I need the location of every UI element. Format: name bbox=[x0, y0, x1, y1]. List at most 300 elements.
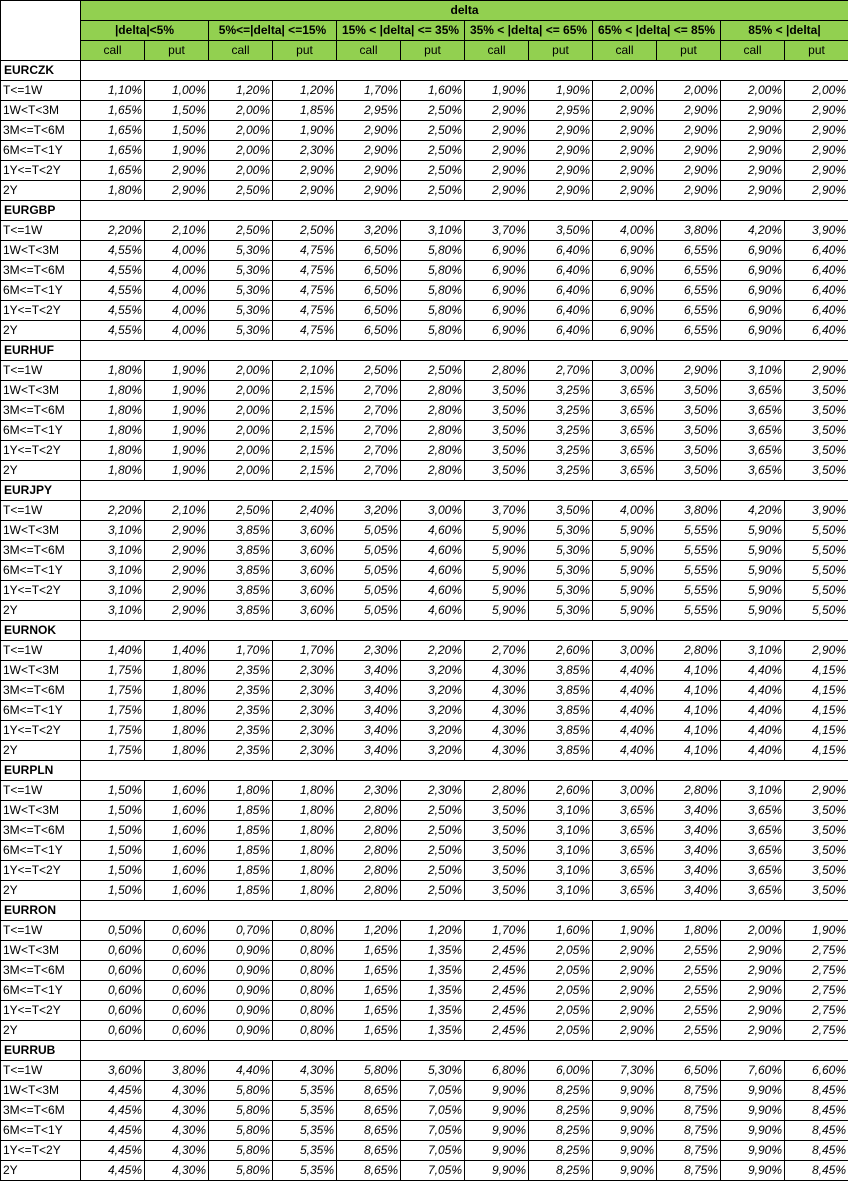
put-value-cell[interactable]: 3,50% bbox=[785, 461, 848, 481]
call-value-cell[interactable]: 2,90% bbox=[337, 161, 401, 181]
put-value-cell[interactable]: 3,60% bbox=[273, 541, 337, 561]
put-value-cell[interactable]: 3,80% bbox=[657, 501, 721, 521]
delta-group-header[interactable]: delta bbox=[81, 1, 848, 21]
put-value-cell[interactable]: 4,75% bbox=[273, 241, 337, 261]
call-value-cell[interactable]: 4,40% bbox=[721, 681, 785, 701]
call-value-cell[interactable]: 2,00% bbox=[209, 401, 273, 421]
put-value-cell[interactable]: 2,15% bbox=[273, 421, 337, 441]
put-value-cell[interactable]: 2,90% bbox=[785, 141, 848, 161]
band-header[interactable]: 65% < |delta| <= 85% bbox=[593, 21, 721, 41]
put-value-cell[interactable]: 2,50% bbox=[401, 801, 465, 821]
tenor-label[interactable]: 3M<=T<6M bbox=[1, 961, 81, 981]
put-value-cell[interactable]: 4,60% bbox=[401, 581, 465, 601]
call-value-cell[interactable]: 3,65% bbox=[593, 861, 657, 881]
put-value-cell[interactable]: 1,85% bbox=[273, 101, 337, 121]
put-value-cell[interactable]: 2,90% bbox=[145, 581, 209, 601]
tenor-label[interactable]: 6M<=T<1Y bbox=[1, 281, 81, 301]
put-value-cell[interactable]: 4,10% bbox=[657, 721, 721, 741]
call-value-cell[interactable]: 2,00% bbox=[209, 121, 273, 141]
call-value-cell[interactable]: 3,65% bbox=[721, 441, 785, 461]
put-value-cell[interactable]: 3,50% bbox=[785, 421, 848, 441]
call-value-cell[interactable]: 1,65% bbox=[81, 121, 145, 141]
call-value-cell[interactable]: 3,10% bbox=[81, 561, 145, 581]
call-value-cell[interactable]: 3,10% bbox=[81, 541, 145, 561]
call-value-cell[interactable]: 3,00% bbox=[593, 781, 657, 801]
put-value-cell[interactable]: 2,15% bbox=[273, 461, 337, 481]
call-value-cell[interactable]: 2,90% bbox=[465, 121, 529, 141]
put-value-cell[interactable]: 8,45% bbox=[785, 1101, 848, 1121]
call-value-cell[interactable]: 4,40% bbox=[721, 741, 785, 761]
call-value-cell[interactable]: 9,90% bbox=[465, 1141, 529, 1161]
put-value-cell[interactable]: 7,05% bbox=[401, 1141, 465, 1161]
call-value-cell[interactable]: 3,65% bbox=[721, 821, 785, 841]
call-value-cell[interactable]: 4,55% bbox=[81, 301, 145, 321]
put-value-cell[interactable]: 3,50% bbox=[785, 401, 848, 421]
call-value-cell[interactable]: 3,50% bbox=[465, 841, 529, 861]
put-value-cell[interactable]: 1,90% bbox=[145, 401, 209, 421]
call-value-cell[interactable]: 1,65% bbox=[337, 1021, 401, 1041]
put-value-cell[interactable]: 2,50% bbox=[401, 841, 465, 861]
call-value-cell[interactable]: 2,30% bbox=[337, 641, 401, 661]
put-value-cell[interactable]: 3,60% bbox=[273, 521, 337, 541]
put-value-cell[interactable]: 4,10% bbox=[657, 701, 721, 721]
section-empty-cell[interactable] bbox=[81, 341, 848, 361]
call-value-cell[interactable]: 1,70% bbox=[209, 641, 273, 661]
call-value-cell[interactable]: 2,90% bbox=[337, 121, 401, 141]
call-value-cell[interactable]: 9,90% bbox=[593, 1161, 657, 1181]
put-value-cell[interactable]: 2,80% bbox=[401, 461, 465, 481]
call-value-cell[interactable]: 1,85% bbox=[209, 881, 273, 901]
call-value-cell[interactable]: 5,90% bbox=[465, 541, 529, 561]
call-value-cell[interactable]: 2,70% bbox=[337, 441, 401, 461]
call-value-cell[interactable]: 9,90% bbox=[721, 1081, 785, 1101]
put-value-cell[interactable]: 3,90% bbox=[785, 501, 848, 521]
call-value-cell[interactable]: 4,30% bbox=[465, 661, 529, 681]
put-value-cell[interactable]: 0,60% bbox=[145, 1001, 209, 1021]
put-value-cell[interactable]: 5,35% bbox=[273, 1081, 337, 1101]
call-value-cell[interactable]: 5,90% bbox=[593, 541, 657, 561]
put-value-cell[interactable]: 8,25% bbox=[529, 1101, 593, 1121]
call-value-cell[interactable]: 6,90% bbox=[593, 241, 657, 261]
call-value-cell[interactable]: 2,90% bbox=[593, 121, 657, 141]
put-value-cell[interactable]: 2,80% bbox=[657, 641, 721, 661]
section-empty-cell[interactable] bbox=[81, 1041, 848, 1061]
put-value-cell[interactable]: 2,75% bbox=[785, 1021, 848, 1041]
put-value-cell[interactable]: 2,10% bbox=[273, 361, 337, 381]
put-value-cell[interactable]: 1,80% bbox=[273, 841, 337, 861]
put-value-cell[interactable]: 3,50% bbox=[785, 441, 848, 461]
put-value-cell[interactable]: 1,35% bbox=[401, 961, 465, 981]
call-value-cell[interactable]: 3,85% bbox=[209, 561, 273, 581]
call-value-cell[interactable]: 3,20% bbox=[337, 501, 401, 521]
put-header[interactable]: put bbox=[401, 41, 465, 61]
put-value-cell[interactable]: 3,60% bbox=[273, 581, 337, 601]
put-value-cell[interactable]: 8,45% bbox=[785, 1161, 848, 1181]
call-value-cell[interactable]: 3,00% bbox=[593, 361, 657, 381]
put-value-cell[interactable]: 4,60% bbox=[401, 561, 465, 581]
call-value-cell[interactable]: 2,90% bbox=[337, 141, 401, 161]
call-value-cell[interactable]: 9,90% bbox=[593, 1081, 657, 1101]
call-value-cell[interactable]: 1,50% bbox=[81, 821, 145, 841]
put-value-cell[interactable]: 5,80% bbox=[401, 321, 465, 341]
put-value-cell[interactable]: 1,35% bbox=[401, 981, 465, 1001]
tenor-label[interactable]: 3M<=T<6M bbox=[1, 821, 81, 841]
call-value-cell[interactable]: 1,80% bbox=[81, 401, 145, 421]
call-value-cell[interactable]: 1,80% bbox=[81, 441, 145, 461]
put-value-cell[interactable]: 3,20% bbox=[401, 721, 465, 741]
put-value-cell[interactable]: 3,50% bbox=[657, 461, 721, 481]
call-value-cell[interactable]: 2,90% bbox=[465, 161, 529, 181]
put-value-cell[interactable]: 2,90% bbox=[529, 141, 593, 161]
section-empty-cell[interactable] bbox=[81, 201, 848, 221]
tenor-label[interactable]: 1W<T<3M bbox=[1, 801, 81, 821]
put-value-cell[interactable]: 2,05% bbox=[529, 1021, 593, 1041]
put-value-cell[interactable]: 3,85% bbox=[529, 721, 593, 741]
call-value-cell[interactable]: 3,50% bbox=[465, 401, 529, 421]
call-value-cell[interactable]: 2,90% bbox=[593, 961, 657, 981]
call-value-cell[interactable]: 2,90% bbox=[465, 181, 529, 201]
put-value-cell[interactable]: 5,30% bbox=[529, 521, 593, 541]
band-header[interactable]: 5%<=|delta| <=15% bbox=[209, 21, 337, 41]
put-value-cell[interactable]: 2,00% bbox=[657, 81, 721, 101]
put-value-cell[interactable]: 4,60% bbox=[401, 601, 465, 621]
call-value-cell[interactable]: 1,75% bbox=[81, 681, 145, 701]
call-value-cell[interactable]: 2,80% bbox=[337, 801, 401, 821]
put-header[interactable]: put bbox=[273, 41, 337, 61]
currency-pair-label[interactable]: EURRON bbox=[1, 901, 81, 921]
put-value-cell[interactable]: 5,55% bbox=[657, 521, 721, 541]
call-header[interactable]: call bbox=[593, 41, 657, 61]
put-value-cell[interactable]: 1,60% bbox=[145, 881, 209, 901]
call-value-cell[interactable]: 1,65% bbox=[81, 161, 145, 181]
put-value-cell[interactable]: 2,60% bbox=[529, 781, 593, 801]
call-value-cell[interactable]: 5,80% bbox=[209, 1121, 273, 1141]
put-value-cell[interactable]: 3,10% bbox=[529, 821, 593, 841]
call-value-cell[interactable]: 3,65% bbox=[721, 421, 785, 441]
put-value-cell[interactable]: 7,05% bbox=[401, 1081, 465, 1101]
call-value-cell[interactable]: 5,90% bbox=[465, 561, 529, 581]
call-value-cell[interactable]: 4,40% bbox=[721, 701, 785, 721]
call-value-cell[interactable]: 2,45% bbox=[465, 1001, 529, 1021]
put-value-cell[interactable]: 3,10% bbox=[529, 881, 593, 901]
put-value-cell[interactable]: 1,80% bbox=[657, 921, 721, 941]
put-value-cell[interactable]: 6,40% bbox=[785, 241, 848, 261]
call-value-cell[interactable]: 2,90% bbox=[337, 181, 401, 201]
put-value-cell[interactable]: 4,10% bbox=[657, 681, 721, 701]
put-value-cell[interactable]: 1,90% bbox=[145, 141, 209, 161]
call-value-cell[interactable]: 3,65% bbox=[593, 821, 657, 841]
put-value-cell[interactable]: 6,55% bbox=[657, 241, 721, 261]
put-value-cell[interactable]: 1,90% bbox=[529, 81, 593, 101]
put-value-cell[interactable]: 3,50% bbox=[529, 501, 593, 521]
call-value-cell[interactable]: 2,90% bbox=[721, 141, 785, 161]
put-value-cell[interactable]: 1,35% bbox=[401, 1021, 465, 1041]
put-value-cell[interactable]: 4,15% bbox=[785, 661, 848, 681]
call-value-cell[interactable]: 2,90% bbox=[593, 101, 657, 121]
put-value-cell[interactable]: 2,50% bbox=[401, 101, 465, 121]
call-value-cell[interactable]: 3,65% bbox=[593, 381, 657, 401]
call-value-cell[interactable]: 1,50% bbox=[81, 781, 145, 801]
put-value-cell[interactable]: 5,30% bbox=[529, 541, 593, 561]
put-value-cell[interactable]: 3,10% bbox=[401, 221, 465, 241]
put-value-cell[interactable]: 2,90% bbox=[657, 121, 721, 141]
put-value-cell[interactable]: 1,80% bbox=[145, 681, 209, 701]
put-value-cell[interactable]: 1,20% bbox=[273, 81, 337, 101]
call-value-cell[interactable]: 1,70% bbox=[465, 921, 529, 941]
put-value-cell[interactable]: 2,50% bbox=[401, 181, 465, 201]
put-value-cell[interactable]: 8,75% bbox=[657, 1121, 721, 1141]
call-value-cell[interactable]: 3,65% bbox=[721, 841, 785, 861]
put-value-cell[interactable]: 2,90% bbox=[529, 181, 593, 201]
put-value-cell[interactable]: 0,60% bbox=[145, 921, 209, 941]
call-value-cell[interactable]: 3,65% bbox=[721, 401, 785, 421]
tenor-label[interactable]: 2Y bbox=[1, 881, 81, 901]
call-value-cell[interactable]: 7,60% bbox=[721, 1061, 785, 1081]
put-value-cell[interactable]: 2,60% bbox=[529, 641, 593, 661]
tenor-label[interactable]: 6M<=T<1Y bbox=[1, 701, 81, 721]
tenor-label[interactable]: 1W<T<3M bbox=[1, 381, 81, 401]
put-value-cell[interactable]: 7,05% bbox=[401, 1121, 465, 1141]
put-value-cell[interactable]: 6,50% bbox=[657, 1061, 721, 1081]
call-value-cell[interactable]: 2,80% bbox=[465, 361, 529, 381]
put-value-cell[interactable]: 3,25% bbox=[529, 401, 593, 421]
call-value-cell[interactable]: 4,45% bbox=[81, 1081, 145, 1101]
tenor-label[interactable]: 1Y<=T<2Y bbox=[1, 441, 81, 461]
call-value-cell[interactable]: 6,90% bbox=[721, 321, 785, 341]
call-value-cell[interactable]: 1,20% bbox=[337, 921, 401, 941]
call-header[interactable]: call bbox=[465, 41, 529, 61]
put-value-cell[interactable]: 2,80% bbox=[401, 401, 465, 421]
put-value-cell[interactable]: 2,90% bbox=[785, 361, 848, 381]
put-value-cell[interactable]: 3,50% bbox=[785, 381, 848, 401]
call-value-cell[interactable]: 1,50% bbox=[81, 801, 145, 821]
put-value-cell[interactable]: 4,10% bbox=[657, 741, 721, 761]
put-value-cell[interactable]: 3,60% bbox=[273, 561, 337, 581]
call-value-cell[interactable]: 3,40% bbox=[337, 741, 401, 761]
call-value-cell[interactable]: 2,00% bbox=[209, 381, 273, 401]
call-value-cell[interactable]: 2,00% bbox=[209, 101, 273, 121]
put-value-cell[interactable]: 3,40% bbox=[657, 801, 721, 821]
call-value-cell[interactable]: 1,20% bbox=[209, 81, 273, 101]
call-value-cell[interactable]: 5,90% bbox=[465, 601, 529, 621]
put-value-cell[interactable]: 0,80% bbox=[273, 1021, 337, 1041]
call-value-cell[interactable]: 3,50% bbox=[465, 421, 529, 441]
currency-pair-label[interactable]: EURRUB bbox=[1, 1041, 81, 1061]
call-value-cell[interactable]: 3,65% bbox=[721, 461, 785, 481]
call-value-cell[interactable]: 2,90% bbox=[721, 161, 785, 181]
put-value-cell[interactable]: 1,20% bbox=[401, 921, 465, 941]
put-value-cell[interactable]: 3,20% bbox=[401, 661, 465, 681]
put-value-cell[interactable]: 1,90% bbox=[145, 441, 209, 461]
call-value-cell[interactable]: 5,90% bbox=[721, 521, 785, 541]
call-value-cell[interactable]: 2,80% bbox=[465, 781, 529, 801]
call-value-cell[interactable]: 2,50% bbox=[209, 221, 273, 241]
put-value-cell[interactable]: 6,40% bbox=[529, 301, 593, 321]
tenor-label[interactable]: 6M<=T<1Y bbox=[1, 561, 81, 581]
put-value-cell[interactable]: 1,80% bbox=[273, 801, 337, 821]
call-value-cell[interactable]: 4,40% bbox=[209, 1061, 273, 1081]
put-value-cell[interactable]: 5,80% bbox=[401, 301, 465, 321]
call-value-cell[interactable]: 2,90% bbox=[721, 101, 785, 121]
call-value-cell[interactable]: 2,90% bbox=[593, 1021, 657, 1041]
put-value-cell[interactable]: 4,00% bbox=[145, 261, 209, 281]
call-value-cell[interactable]: 0,90% bbox=[209, 1021, 273, 1041]
call-value-cell[interactable]: 1,65% bbox=[337, 981, 401, 1001]
put-value-cell[interactable]: 2,30% bbox=[273, 661, 337, 681]
currency-pair-label[interactable]: EURPLN bbox=[1, 761, 81, 781]
put-value-cell[interactable]: 5,80% bbox=[401, 281, 465, 301]
call-value-cell[interactable]: 5,90% bbox=[593, 561, 657, 581]
put-value-cell[interactable]: 6,55% bbox=[657, 281, 721, 301]
call-header[interactable]: call bbox=[81, 41, 145, 61]
put-value-cell[interactable]: 6,40% bbox=[785, 321, 848, 341]
put-value-cell[interactable]: 3,80% bbox=[145, 1061, 209, 1081]
call-value-cell[interactable]: 2,80% bbox=[337, 841, 401, 861]
put-value-cell[interactable]: 2,55% bbox=[657, 941, 721, 961]
put-value-cell[interactable]: 5,30% bbox=[401, 1061, 465, 1081]
call-value-cell[interactable]: 4,00% bbox=[593, 221, 657, 241]
put-value-cell[interactable]: 8,75% bbox=[657, 1161, 721, 1181]
call-value-cell[interactable]: 6,90% bbox=[465, 301, 529, 321]
call-value-cell[interactable]: 6,50% bbox=[337, 301, 401, 321]
tenor-label[interactable]: 2Y bbox=[1, 181, 81, 201]
put-value-cell[interactable]: 2,90% bbox=[145, 601, 209, 621]
call-value-cell[interactable]: 2,00% bbox=[209, 161, 273, 181]
call-value-cell[interactable]: 1,80% bbox=[81, 181, 145, 201]
put-header[interactable]: put bbox=[145, 41, 209, 61]
put-value-cell[interactable]: 3,50% bbox=[657, 401, 721, 421]
call-value-cell[interactable]: 2,90% bbox=[721, 941, 785, 961]
call-value-cell[interactable]: 6,90% bbox=[465, 241, 529, 261]
put-value-cell[interactable]: 5,30% bbox=[529, 581, 593, 601]
call-value-cell[interactable]: 2,90% bbox=[593, 141, 657, 161]
put-value-cell[interactable]: 4,30% bbox=[273, 1061, 337, 1081]
call-value-cell[interactable]: 4,40% bbox=[593, 661, 657, 681]
put-value-cell[interactable]: 3,50% bbox=[657, 381, 721, 401]
call-value-cell[interactable]: 5,90% bbox=[465, 521, 529, 541]
call-value-cell[interactable]: 1,85% bbox=[209, 841, 273, 861]
call-value-cell[interactable]: 0,90% bbox=[209, 941, 273, 961]
put-value-cell[interactable]: 2,55% bbox=[657, 961, 721, 981]
put-value-cell[interactable]: 2,80% bbox=[401, 441, 465, 461]
put-value-cell[interactable]: 3,50% bbox=[785, 861, 848, 881]
put-value-cell[interactable]: 5,55% bbox=[657, 581, 721, 601]
call-value-cell[interactable]: 3,65% bbox=[721, 881, 785, 901]
put-value-cell[interactable]: 2,90% bbox=[785, 641, 848, 661]
tenor-label[interactable]: 3M<=T<6M bbox=[1, 681, 81, 701]
call-value-cell[interactable]: 2,90% bbox=[721, 961, 785, 981]
tenor-label[interactable]: 1Y<=T<2Y bbox=[1, 301, 81, 321]
put-value-cell[interactable]: 2,90% bbox=[273, 161, 337, 181]
put-value-cell[interactable]: 3,40% bbox=[657, 861, 721, 881]
call-value-cell[interactable]: 1,40% bbox=[81, 641, 145, 661]
tenor-label[interactable]: 1W<T<3M bbox=[1, 101, 81, 121]
tenor-label[interactable]: 1W<T<3M bbox=[1, 661, 81, 681]
call-value-cell[interactable]: 3,40% bbox=[337, 721, 401, 741]
call-value-cell[interactable]: 3,50% bbox=[465, 821, 529, 841]
call-value-cell[interactable]: 4,20% bbox=[721, 221, 785, 241]
call-value-cell[interactable]: 8,65% bbox=[337, 1081, 401, 1101]
put-value-cell[interactable]: 2,80% bbox=[401, 381, 465, 401]
call-value-cell[interactable]: 1,80% bbox=[81, 421, 145, 441]
call-value-cell[interactable]: 5,30% bbox=[209, 241, 273, 261]
put-value-cell[interactable]: 0,80% bbox=[273, 981, 337, 1001]
call-value-cell[interactable]: 1,75% bbox=[81, 661, 145, 681]
currency-pair-label[interactable]: EURNOK bbox=[1, 621, 81, 641]
put-value-cell[interactable]: 4,75% bbox=[273, 281, 337, 301]
tenor-label[interactable]: 1Y<=T<2Y bbox=[1, 1001, 81, 1021]
call-value-cell[interactable]: 3,85% bbox=[209, 521, 273, 541]
put-value-cell[interactable]: 5,55% bbox=[657, 541, 721, 561]
call-value-cell[interactable]: 2,80% bbox=[337, 861, 401, 881]
call-value-cell[interactable]: 5,90% bbox=[465, 581, 529, 601]
put-value-cell[interactable]: 1,80% bbox=[145, 661, 209, 681]
call-value-cell[interactable]: 4,45% bbox=[81, 1101, 145, 1121]
call-value-cell[interactable]: 2,35% bbox=[209, 661, 273, 681]
put-value-cell[interactable]: 2,30% bbox=[273, 721, 337, 741]
put-value-cell[interactable]: 3,50% bbox=[785, 821, 848, 841]
put-value-cell[interactable]: 2,90% bbox=[145, 181, 209, 201]
put-value-cell[interactable]: 1,50% bbox=[145, 121, 209, 141]
put-value-cell[interactable]: 2,05% bbox=[529, 961, 593, 981]
put-value-cell[interactable]: 1,90% bbox=[273, 121, 337, 141]
tenor-label[interactable]: 1W<T<3M bbox=[1, 241, 81, 261]
put-value-cell[interactable]: 2,90% bbox=[657, 161, 721, 181]
call-value-cell[interactable]: 3,50% bbox=[465, 461, 529, 481]
put-value-cell[interactable]: 3,60% bbox=[273, 601, 337, 621]
call-value-cell[interactable]: 6,50% bbox=[337, 241, 401, 261]
call-value-cell[interactable]: 4,55% bbox=[81, 321, 145, 341]
put-value-cell[interactable]: 8,25% bbox=[529, 1081, 593, 1101]
call-value-cell[interactable]: 2,90% bbox=[721, 981, 785, 1001]
call-value-cell[interactable]: 8,65% bbox=[337, 1141, 401, 1161]
put-value-cell[interactable]: 2,90% bbox=[273, 181, 337, 201]
put-value-cell[interactable]: 5,30% bbox=[529, 561, 593, 581]
put-value-cell[interactable]: 2,50% bbox=[401, 861, 465, 881]
call-value-cell[interactable]: 6,90% bbox=[593, 281, 657, 301]
call-value-cell[interactable]: 1,50% bbox=[81, 861, 145, 881]
call-value-cell[interactable]: 3,50% bbox=[465, 381, 529, 401]
call-value-cell[interactable]: 9,90% bbox=[465, 1081, 529, 1101]
put-value-cell[interactable]: 3,85% bbox=[529, 661, 593, 681]
call-value-cell[interactable]: 6,90% bbox=[721, 241, 785, 261]
put-value-cell[interactable]: 1,60% bbox=[529, 921, 593, 941]
call-value-cell[interactable]: 3,50% bbox=[465, 881, 529, 901]
tenor-label[interactable]: 1Y<=T<2Y bbox=[1, 581, 81, 601]
put-value-cell[interactable]: 3,25% bbox=[529, 461, 593, 481]
call-value-cell[interactable]: 4,40% bbox=[593, 741, 657, 761]
put-value-cell[interactable]: 1,60% bbox=[145, 841, 209, 861]
call-value-cell[interactable]: 3,10% bbox=[81, 521, 145, 541]
call-value-cell[interactable]: 1,70% bbox=[337, 81, 401, 101]
call-value-cell[interactable]: 2,35% bbox=[209, 681, 273, 701]
put-value-cell[interactable]: 3,00% bbox=[401, 501, 465, 521]
call-value-cell[interactable]: 4,30% bbox=[465, 741, 529, 761]
call-value-cell[interactable]: 2,80% bbox=[337, 881, 401, 901]
call-value-cell[interactable]: 5,80% bbox=[209, 1101, 273, 1121]
call-value-cell[interactable]: 1,75% bbox=[81, 741, 145, 761]
put-value-cell[interactable]: 3,25% bbox=[529, 381, 593, 401]
put-value-cell[interactable]: 8,25% bbox=[529, 1161, 593, 1181]
put-value-cell[interactable]: 2,90% bbox=[785, 181, 848, 201]
put-value-cell[interactable]: 8,45% bbox=[785, 1121, 848, 1141]
call-value-cell[interactable]: 3,65% bbox=[721, 801, 785, 821]
call-value-cell[interactable]: 3,10% bbox=[721, 781, 785, 801]
call-value-cell[interactable]: 1,50% bbox=[81, 881, 145, 901]
call-value-cell[interactable]: 3,10% bbox=[721, 361, 785, 381]
put-value-cell[interactable]: 4,15% bbox=[785, 701, 848, 721]
call-value-cell[interactable]: 4,45% bbox=[81, 1141, 145, 1161]
